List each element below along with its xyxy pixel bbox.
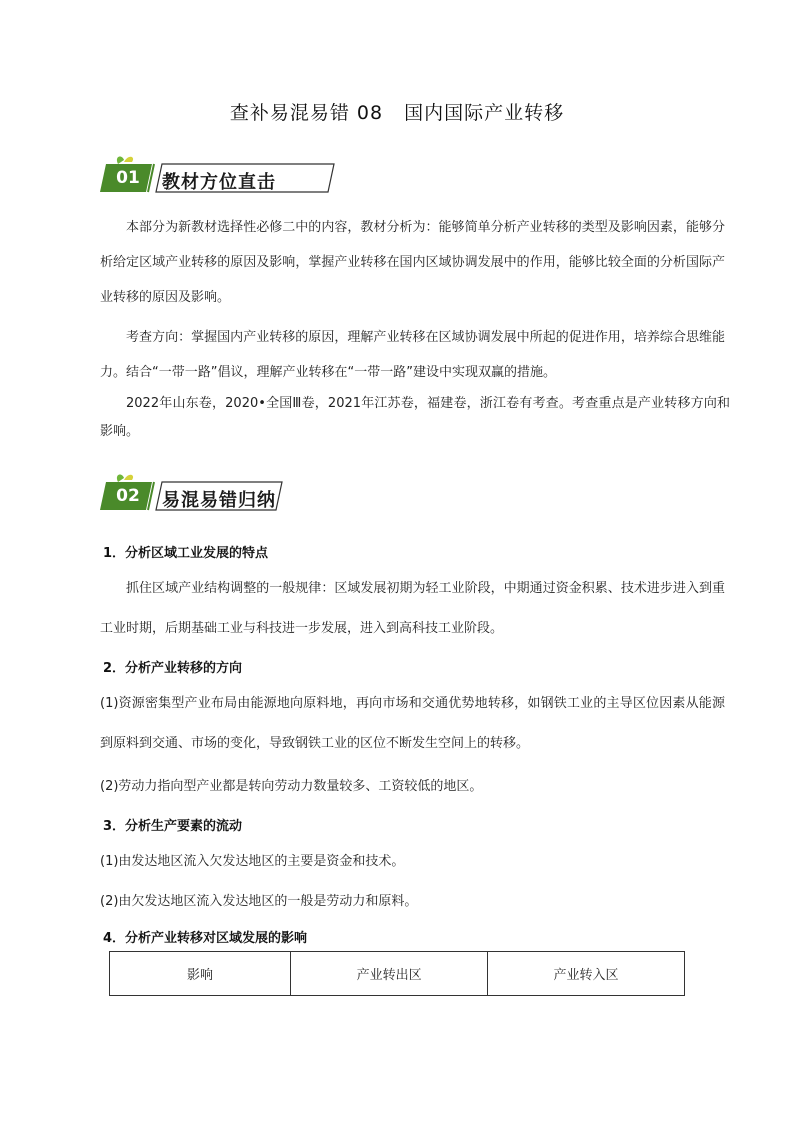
- item-heading-3: 3．分析生产要素的流动: [103, 819, 243, 834]
- item-text-3b: (2)由欠发达地区流入发达地区的一般是劳动力和原料。: [100, 894, 418, 909]
- table-header-cell: 产业转出区: [291, 952, 488, 996]
- item-text-2a: (1)资源密集型产业布局由能源地向原料地，再向市场和交通优势地转移，如钢铁工业的主导区位因素从能源到原料到交通、市场的变化，导致钢铁工业的区位不断发生空间上的转移。: [100, 696, 725, 751]
- item-heading-4: 4．分析产业转移对区域发展的影响: [103, 931, 308, 946]
- impact-table: [109, 951, 685, 996]
- item-text-1: 抓住区域产业结构调整的一般规律：区域发展初期为轻工业阶段，中期通过资金积累、技术进步进入到重工业时期，后期基础工业与科技进一步发展，进入到高科技工业阶段。: [100, 581, 725, 636]
- section-label: 易混易错归纳: [162, 490, 276, 511]
- paragraph-exam-history: 2022年山东卷，2020•全国Ⅲ卷，2021年江苏卷，福建卷，浙江卷有考查。考查重点是产业转移方向和影响。: [100, 396, 730, 439]
- item-text-2b: (2)劳动力指向型产业都是转向劳动力数量较多、工资较低的地区。: [100, 779, 483, 794]
- section-number: 02: [116, 486, 140, 506]
- page-title: 查补易混易错 08 国内国际产业转移: [229, 102, 565, 124]
- table-row: [110, 952, 685, 996]
- table-header-cell: 产业转入区: [488, 952, 685, 996]
- section-header-02: [96, 474, 336, 514]
- item-heading-1: 1．分析区域工业发展的特点: [103, 546, 269, 561]
- section-number: 01: [116, 168, 140, 188]
- leaf-icon: [117, 157, 133, 164]
- section-header-01: [96, 156, 336, 196]
- item-text-3a: (1)由发达地区流入欠发达地区的主要是资金和技术。: [100, 854, 405, 869]
- item-heading-2: 2．分析产业转移的方向: [103, 661, 243, 676]
- leaf-icon: [117, 475, 133, 482]
- paragraph-exam-direction: 考查方向：掌握国内产业转移的原因，理解产业转移在区域协调发展中所起的促进作用，培养综合思维能力。结合“一带一路”倡议，理解产业转移在“一带一路”建设中实现双赢的措施。: [100, 330, 725, 380]
- paragraph-scope: 本部分为新教材选择性必修二中的内容，教材分析为：能够简单分析产业转移的类型及影响因素，能够分析给定区域产业转移的原因及影响，掌握产业转移在国内区域协调发展中的作用，能够比较全面的分析国际产业转移的原因及影响。: [100, 220, 725, 305]
- table-header-cell: 影响: [110, 952, 291, 996]
- section-label: 教材方位直击: [162, 172, 276, 193]
